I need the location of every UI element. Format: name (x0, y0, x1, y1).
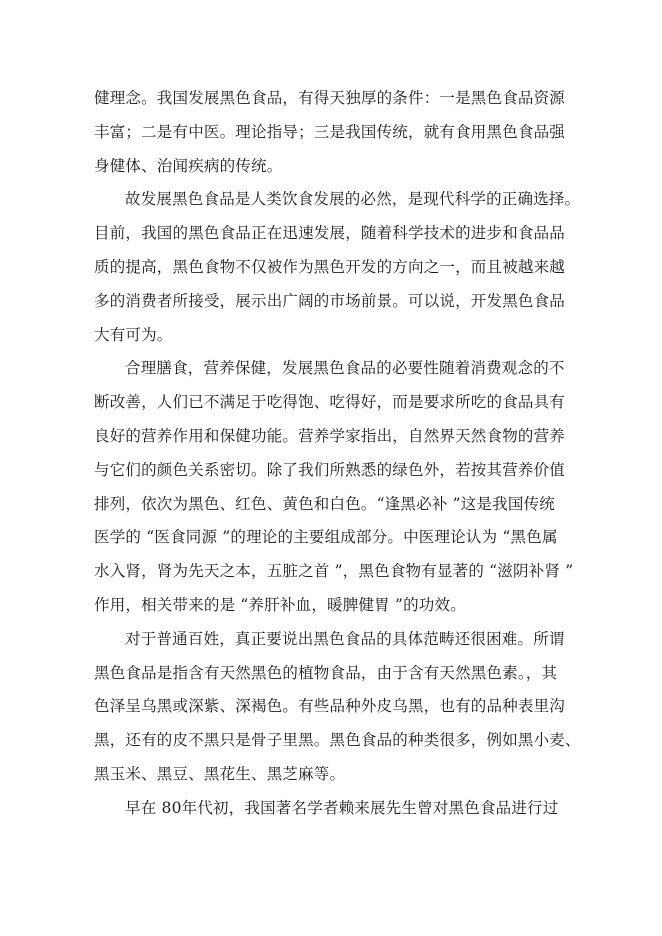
text-line: 健理念。我国发展黑色食品，有得天独厚的条件：一是黑色食品资源 (94, 89, 566, 107)
text-line: 色泽呈乌黑或深紫、深褐色。有些品种外皮乌黑，也有的品种表里沟 (94, 697, 566, 716)
text-line-first: 合理膳食，营养保健，发展黑色食品的必要性随着消费观念的不 (125, 359, 565, 378)
text-line: 作用，相关带来的是 “养肝补血，暖脾健胃 ”的功效。 (94, 595, 466, 614)
text-line-first: 早在 80年代初，我国著名学者赖来展先生曾对黑色食品进行过 (125, 798, 559, 817)
text-line: 大有可为。 (94, 325, 173, 344)
text-line: 黑玉米、黑豆、黑花生、黑芝麻等。 (94, 764, 346, 783)
text-line: 排列，依次为黑色、红色、黄色和白色。“逢黑必补 ”这是我国传统 (94, 494, 555, 513)
text-line: 多的消费者所接受，展示出广阔的市场前景。可以说，开发黑色食品 (94, 291, 566, 310)
text-line-first: 故发展黑色食品是人类饮食发展的必然，是现代科学的正确选择。 (125, 190, 581, 209)
text-line: 断改善，人们已不满足于吃得饱、吃得好，而是要求所吃的食品具有 (94, 393, 566, 412)
text-line: 质的提高，黑色食物不仅被作为黑色开发的方向之一，而且被越来越 (94, 257, 566, 276)
text-line: 目前，我国的黑色食品正在迅速发展，随着科学技术的进步和食品品 (94, 224, 566, 243)
paragraph-3 (94, 352, 574, 622)
paragraph-1 (94, 82, 570, 183)
text-line: 良好的营养作用和保健功能。营养学家指出，自然界天然食物的营养 (94, 426, 566, 445)
text-line: 水入肾，肾为先天之本，五脏之首 ”，黑色食物有显著的 “滋阴补肾 ” (94, 562, 574, 581)
paragraph-2 (94, 183, 581, 352)
text-line: 身健体、治闻疾病的传统。 (94, 156, 283, 175)
text-line: 黑，还有的皮不黑只是骨子里黑。黑色食品的种类很多，例如黑小麦、 (94, 731, 581, 750)
text-line: 医学的 “医食同源 ”的理论的主要组成部分。中医理论认为 “黑色属 (94, 528, 558, 547)
text-line: 与它们的颜色关系密切。除了我们所熟悉的绿色外，若按其营养价值 (94, 460, 566, 479)
text-line: 黑色食品是指含有天然黑色的植物食品，由于含有天然黑色素。，其 (94, 663, 558, 682)
paragraph-4 (94, 623, 581, 792)
text-line: 丰富；二是有中医。理论指导；三是我国传统，就有食用黑色食品强 (94, 122, 566, 141)
paragraph-5 (94, 792, 570, 826)
document-body (94, 82, 581, 826)
text-line-first: 对于普通百姓，真正要说出黑色食品的具体范畴还很困难。所谓 (125, 629, 565, 648)
